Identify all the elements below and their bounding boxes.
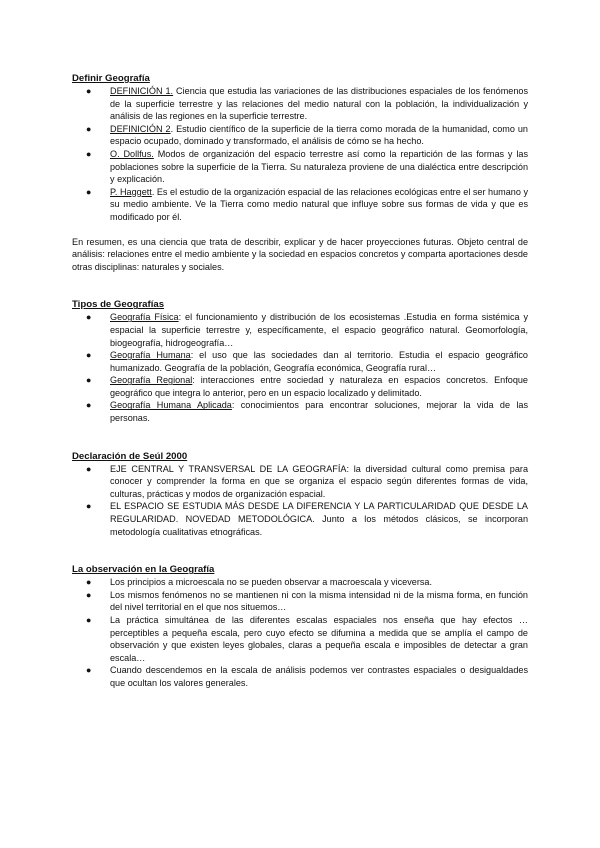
bullet-icon: ●	[86, 463, 92, 474]
item-label: O. Dollfus.	[110, 148, 154, 159]
item-label: Geografía Física	[110, 312, 179, 323]
list-item	[86, 148, 528, 186]
summary-paragraph: En resumen, es una ciencia que trata de describir, explicar y de hacer proyecciones futuras. Objeto central de análisis: relaciones entre el medio ambiente y la sociedad en espacios concretos y comparta aportaciones desde otras disciplinas: naturales y sociales.	[72, 236, 528, 272]
list-item	[86, 589, 528, 614]
item-text: : conocimientos para encontrar soluciones, mejorar la vida de las personas.	[110, 400, 528, 424]
item-label: DEFINICIÓN 1.	[110, 86, 174, 96]
section-heading: Tipos de Geografías	[72, 299, 165, 311]
section-definir-geografia	[72, 72, 528, 273]
item-text: Modos de organización del espacio terrestre así como la repartición de las formas y las poblaciones sobre la superficie de la Tierra. Su naturaleza proviene de una dialéctica entre descripción y explicación.	[110, 148, 528, 185]
list-item	[86, 349, 528, 374]
item-label: Geografía Humana	[110, 350, 191, 361]
bullet-icon: ●	[86, 86, 92, 96]
item-text: La práctica simultánea de las diferentes escalas espaciales nos enseña que hay efectos … perceptibles a pequeña escala, pero cuyo efecto se difumina a medida que se amplía el campo de observación y que existen leyes globales, claras a pequeña escala e imposibles de detectar a gran escala…	[110, 615, 528, 663]
item-label: P. Haggett	[110, 186, 152, 197]
item-text: : el uso que las sociedades dan al territorio. Estudia el espacio geográfico humanizado. Geografía de la población, Geografía económica, Geografía rural…	[110, 350, 528, 373]
section-heading: Declaración de Seúl 2000	[72, 450, 188, 462]
bullet-icon: ●	[86, 148, 92, 159]
list-item	[86, 399, 528, 424]
bullet-icon: ●	[86, 589, 92, 600]
item-text: Los principios a microescala no se pueden observar a macroescala y viceversa.	[110, 577, 432, 588]
list-item	[86, 123, 528, 148]
section-heading: La observación en la Geografía	[72, 564, 215, 576]
section-observacion	[72, 563, 528, 689]
list-item	[86, 463, 528, 501]
item-label: DEFINICIÓN 2	[110, 123, 171, 134]
list-item	[86, 85, 529, 123]
item-text: Ciencia que estudia las variaciones de las distribuciones espaciales de los fenómenos de la superficie terrestre y las relaciones del medio natural con la población, la individualización y análisis de las regiones en la superficie terrestre.	[110, 86, 529, 122]
bullet-icon: ●	[86, 501, 92, 512]
section-declaracion-seul	[72, 450, 528, 539]
list-item	[86, 664, 528, 689]
list-item	[86, 186, 528, 224]
item-label: Geografía Humana Aplicada	[110, 400, 232, 411]
item-text: EJE CENTRAL Y TRANSVERSAL DE LA GEOGRAFÍA: la diversidad cultural como premisa para conocer y comprender la forma en que se organiza el espacio según diferentes formas de vida, culturas, prácticas y modos de organización espacial.	[110, 463, 528, 499]
section-heading: Definir Geografía	[72, 73, 150, 84]
bullet-icon: ●	[86, 400, 92, 411]
item-label: Geografía Regional	[110, 375, 193, 386]
item-text: Los mismos fenómenos no se mantienen ni con la misma intensidad ni de la misma forma, en función del nivel territorial en el que nos situemos…	[110, 589, 528, 613]
list-item	[86, 614, 528, 664]
item-text: : el funcionamiento y distribución de los ecosistemas .Estudia en forma sistémica y espacial la superficie terrestre y, específicamente, el espacio geográfico natural. Geomorfología, biogeografía, hidrogeografía…	[110, 312, 528, 348]
item-text: Cuando descendemos en la escala de análisis podemos ver contrastes espaciales o desigualdades que ocultan los valores generales.	[110, 665, 528, 688]
declaration-list	[72, 463, 528, 539]
observation-list	[72, 576, 528, 689]
bullet-icon: ●	[86, 186, 92, 197]
bullet-icon: ●	[86, 350, 92, 361]
definitions-list	[72, 85, 528, 224]
types-list	[72, 311, 528, 424]
bullet-icon: ●	[86, 123, 92, 134]
bullet-icon: ●	[86, 615, 92, 625]
bullet-icon: ●	[86, 665, 92, 676]
bullet-icon: ●	[86, 577, 92, 588]
item-text: . Estudio científico de la superficie de la tierra como morada de la humanidad, como un espacio ocupado, dominado y transformado, el análisis de cómo se ha hecho.	[110, 123, 528, 147]
item-text: EL ESPACIO SE ESTUDIA MÁS DESDE LA DIFERENCIA Y LA PARTICULARIDAD QUE DESDE LA REGULARIDAD. NOVEDAD METODOLÓGICA. Junto a los métodos clásicos, se incorporan metodología cualitativas etnográficas.	[110, 501, 528, 537]
item-text: . Es el estudio de la organización espacial de las relaciones ecológicas entre el ser humano y su medio ambiente. Ve la Tierra como medio natural que influye sobre sus formas de vida y que es modificado por él.	[110, 186, 528, 222]
list-item	[86, 576, 528, 589]
list-item	[86, 500, 528, 538]
bullet-icon: ●	[86, 312, 92, 323]
list-item	[86, 311, 528, 349]
bullet-icon: ●	[86, 375, 92, 386]
item-text: : interacciones entre sociedad y naturaleza en espacios concretos. Enfoque geográfico que integra lo anterior, pero en un espacio localizado y delimitado.	[110, 375, 528, 398]
section-tipos-geografias	[72, 298, 528, 424]
list-item	[86, 374, 528, 399]
